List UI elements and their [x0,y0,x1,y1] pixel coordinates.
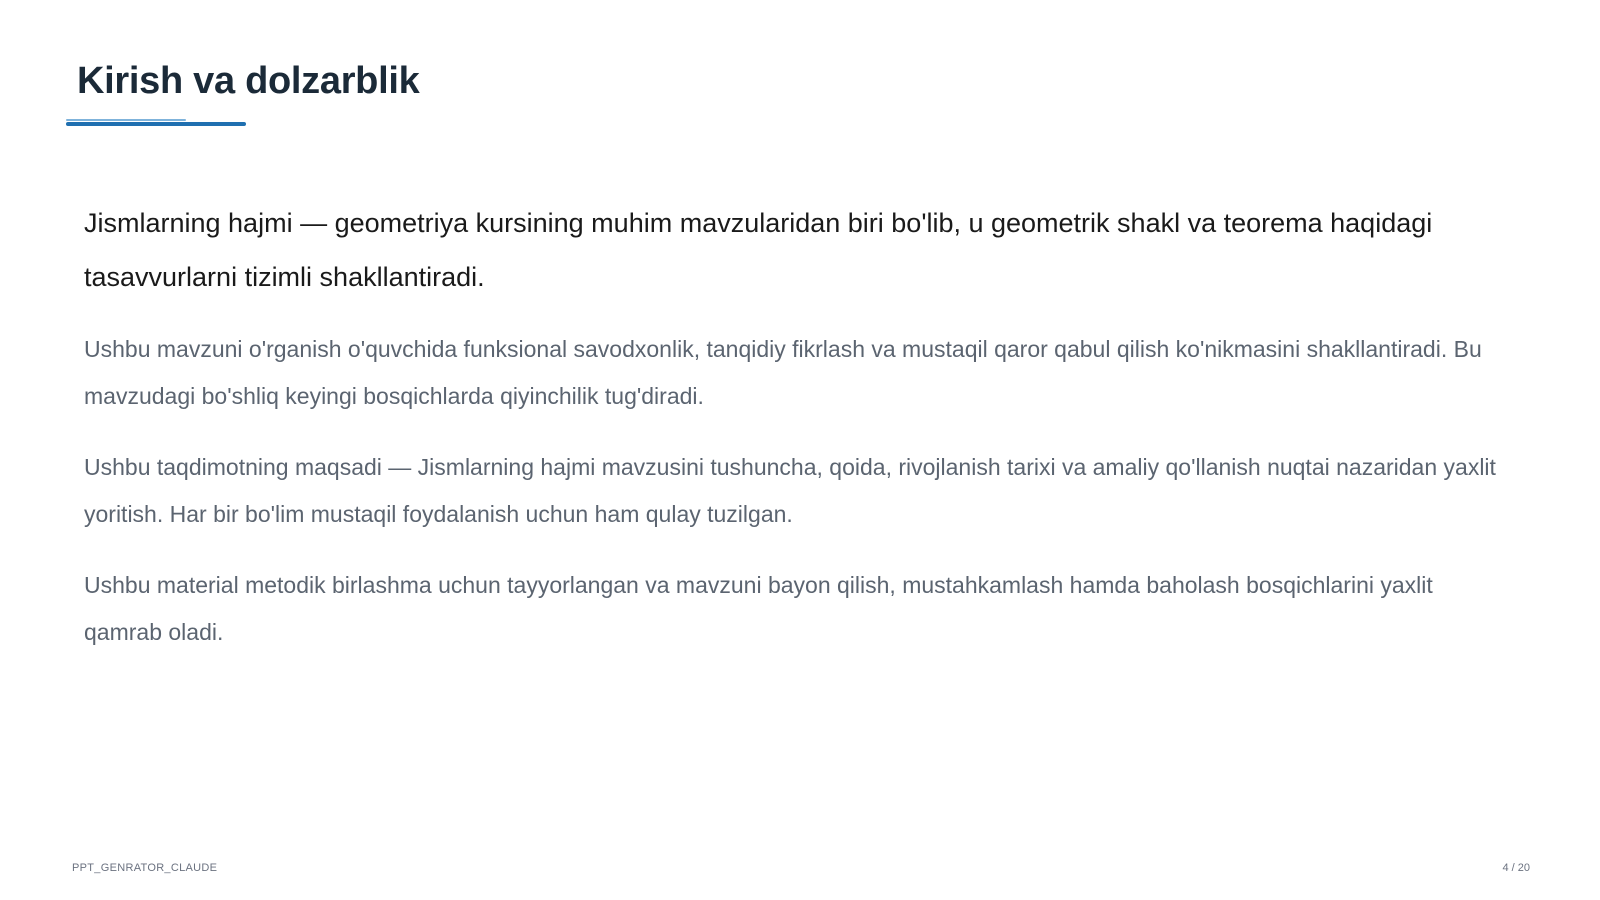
lead-paragraph: Jismlarning hajmi — geometriya kursining muhim mavzularidan biri bo'lib, u geometrik shakl va teorema haqidagi tasavvurlarni tizimli shakllantiradi. [84,208,1433,292]
body-paragraph-1: Ushbu mavzuni o'rganish o'quvchida funksional savodxonlik, tanqidiy fikrlash va mustaqil qaror qabul qilish ko'nikmasini shakllantiradi. Bu mavzudagi bo'shliq keyingi bosqichlarda qiyinchilik tug'diradi. [84,336,1482,409]
body-paragraph-3: Ushbu material metodik birlashma uchun tayyorlangan va mavzuni bayon qilish, mustahkamlash hamda baholash bosqichlarini yaxlit qamrab oladi. [84,572,1433,645]
slide-title: Kirish va dolzarblik [77,60,420,102]
body-paragraph-2: Ushbu taqdimotning maqsadi — Jismlarning hajmi mavzusini tushuncha, qoida, rivojlanish tarixi va amaliy qo'llanish nuqtai nazaridan yaxlit yoritish. Har bir bo'lim mustaqil foydalanish uchun ham qulay tuzilgan. [84,454,1496,527]
page-indicator: 4 / 20 [1502,862,1530,874]
title-underline [66,122,246,126]
slide-content [84,196,1514,680]
footer-brand: PPT_GENRATOR_CLAUDE [72,862,218,874]
